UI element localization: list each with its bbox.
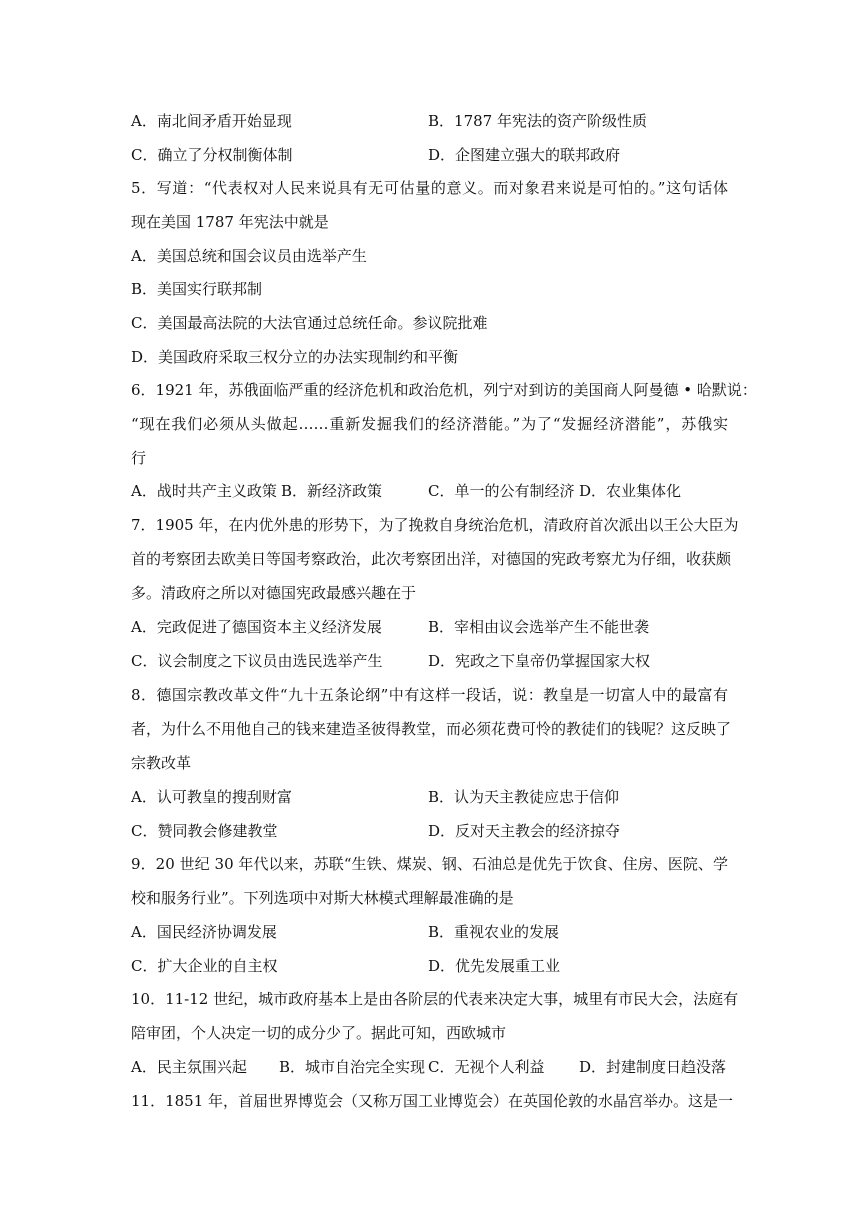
option-c[interactable]: C．美国最高法院的大法官通过总统任命。参议院批难 — [131, 314, 488, 332]
option-b[interactable]: B．宰相由议会选举产生不能世袭 — [428, 618, 650, 636]
question-10-stem: 10．11-12 世纪，城市政府基本上是由各阶层的代表来决定大事，城里有市民大会，法庭有 — [131, 990, 739, 1008]
option-b[interactable]: B．重视农业的发展 — [428, 923, 560, 941]
question-5-stem: 5．写道：“代表权对人民来说具有无可估量的意义。而对象君来说是可怕的。”这句话体 — [131, 179, 728, 197]
option-row — [131, 644, 651, 678]
question-7-stem-cont: 多。清政府之所以对德国宪政最感兴趣在于 — [131, 584, 417, 602]
option-a[interactable]: A．认可教皇的搜刮财富 — [131, 788, 292, 806]
question-8-stem-cont: 者，为什么不用他自己的钱来建造圣彼得教堂，而必须花费可怜的教徒们的钱呢？这反映了 — [131, 720, 732, 738]
option-b[interactable]: B．新经济政策 — [281, 482, 383, 500]
question-9-stem-cont: 校和服务行业”。下列选项中对斯大林模式理解最准确的是 — [131, 889, 514, 907]
option-row — [131, 138, 621, 172]
option-d[interactable]: D．美国政府采取三权分立的办法实现制约和平衡 — [131, 348, 459, 366]
option-d[interactable]: D．农业集体化 — [579, 482, 682, 500]
option-a[interactable]: A．民主氛围兴起 — [131, 1058, 247, 1076]
question-8-stem: 8．德国宗教改革文件“九十五条论纲”中有这样一段话，说：教皇是一切富人中的最富有 — [131, 686, 728, 704]
option-a[interactable]: A．美国总统和国会议员由选举产生 — [131, 247, 367, 265]
option-c[interactable]: C．单一的公有制经济 — [428, 482, 575, 500]
question-11-stem: 11．1851 年，首届世界博览会（又称万国工业博览会）在英国伦敦的水晶宫举办。这是一 — [131, 1092, 734, 1110]
option-row — [131, 474, 728, 508]
option-b[interactable]: B．美国实行联邦制 — [131, 280, 263, 298]
option-row — [131, 780, 620, 814]
option-row — [131, 610, 650, 644]
option-c[interactable]: C．扩大企业的自主权 — [131, 957, 278, 975]
option-d[interactable]: D．优先发展重工业 — [428, 957, 561, 975]
option-c[interactable]: C．赞同教会修建教堂 — [131, 822, 278, 840]
option-a[interactable]: A．战时共产主义政策 — [131, 482, 277, 500]
option-b[interactable]: B．1787 年宪法的资产阶级性质 — [428, 112, 647, 130]
option-row — [131, 104, 647, 138]
question-6-stem-cont: “现在我们必须从头做起……重新发掘我们的经济潜能。”为了“发掘经济潜能”，苏俄实 — [131, 415, 728, 433]
question-8-stem-cont: 宗教改革 — [131, 754, 192, 772]
option-row — [131, 1050, 728, 1084]
option-row — [131, 949, 561, 983]
option-c[interactable]: C．无视个人利益 — [428, 1058, 545, 1076]
option-a[interactable]: A．南北间矛盾开始显现 — [131, 112, 292, 130]
question-5-stem-cont: 现在美国 1787 年宪法中就是 — [131, 213, 329, 231]
option-c[interactable]: C．议会制度之下议员由选民选举产生 — [131, 652, 383, 670]
option-c[interactable]: C．确立了分权制衡体制 — [131, 146, 293, 164]
option-d[interactable]: D．反对天主教会的经济掠夺 — [428, 822, 621, 840]
option-row — [131, 915, 560, 949]
option-b[interactable]: B．认为天主教徒应忠于信仰 — [428, 788, 620, 806]
option-d[interactable]: D．企图建立强大的联邦政府 — [428, 146, 621, 164]
question-6-stem-cont: 行 — [131, 449, 147, 467]
option-a[interactable]: A．国民经济协调发展 — [131, 923, 277, 941]
option-d[interactable]: D．宪政之下皇帝仍掌握国家大权 — [428, 652, 651, 670]
question-7-stem: 7．1905 年，在内优外患的形势下，为了挽救自身统治危机，清政府首次派出以王公大臣为 — [131, 516, 739, 534]
question-9-stem: 9．20 世纪 30 年代以来，苏联“生铁、煤炭、钢、石油总是优先于饮食、住房、医院、学 — [131, 855, 728, 873]
option-row — [131, 814, 621, 848]
option-a[interactable]: A．完政促进了德国资本主义经济发展 — [131, 618, 382, 636]
option-b[interactable]: B．城市自治完全实现 — [279, 1058, 426, 1076]
question-10-stem-cont: 陪审团，个人决定一切的成分少了。据此可知，西欧城市 — [131, 1024, 507, 1042]
question-6-stem: 6．1921 年，苏俄面临严重的经济危机和政治危机，列宁对到访的美国商人阿曼德 • 哈默说： — [131, 381, 757, 399]
option-d[interactable]: D．封建制度日趋没落 — [579, 1058, 727, 1076]
question-7-stem-cont: 首的考察团去欧美日等国考察政治，此次考察团出洋，对德国的宪政考察尤为仔细，收获颇 — [131, 550, 732, 568]
